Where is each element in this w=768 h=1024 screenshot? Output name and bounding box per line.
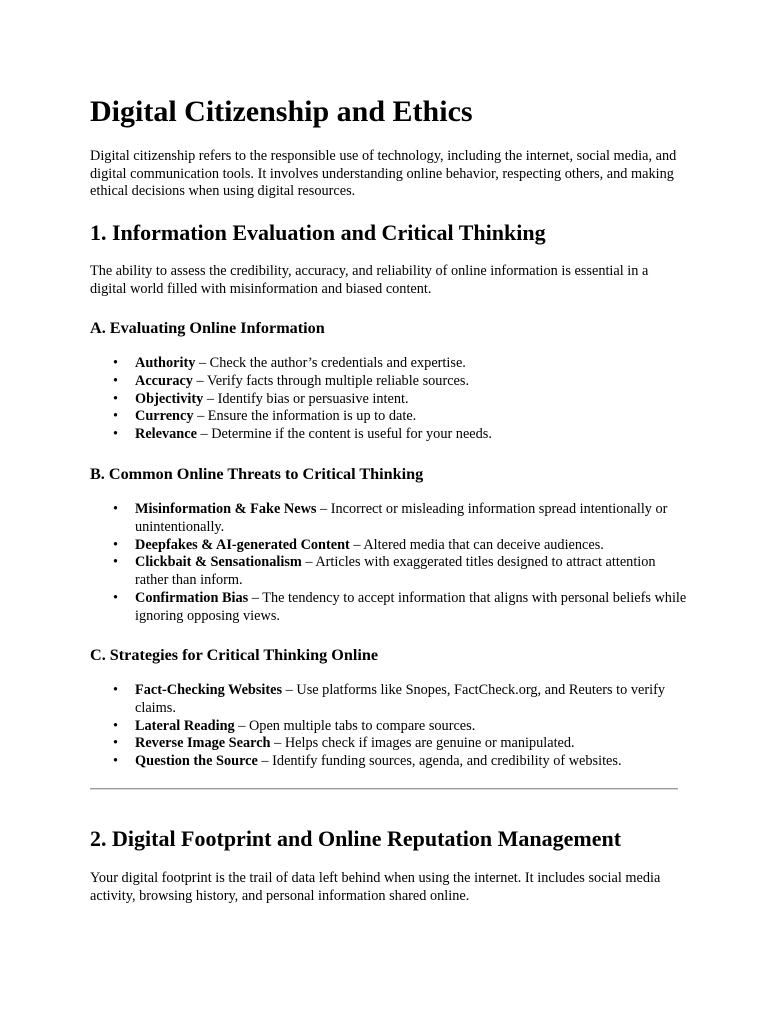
list-item-term: Relevance (135, 426, 197, 443)
section-divider (90, 788, 678, 790)
list-item-text: – Articles with exaggerated titles designed to attract attention rather than inform. (135, 554, 656, 589)
list-item-text: – Ensure the information is up to date. (193, 408, 417, 425)
list-item-term: Deepfakes & AI-generated Content (135, 536, 350, 553)
evaluation-criteria-list (90, 355, 690, 444)
list-item-term: Authority (135, 355, 196, 371)
list-item-term: Accuracy (135, 372, 193, 389)
list-item-text: – Identify bias or persuasive intent. (203, 390, 409, 407)
list-item-term: Currency (135, 408, 194, 425)
section-2-paragraph: Your digital footprint is the trail of data left behind when using the internet. It includes social media activity, browsing history, and personal information shared online. (90, 870, 661, 904)
list-item-text: – Verify facts through multiple reliable sources. (192, 372, 470, 389)
list-item-term: Misinformation & Fake News (135, 501, 317, 517)
list-item-text: – Check the author’s credentials and expertise. (195, 355, 466, 371)
list-item-text: – Open multiple tabs to compare sources. (234, 717, 476, 734)
list-item-term: Fact-Checking Websites (135, 682, 283, 698)
list-item-text: – Helps check if images are genuine or manipulated. (270, 735, 575, 752)
subsection-c-heading: C. Strategies for Critical Thinking Online (90, 646, 379, 664)
list-item-term: Clickbait & Sensationalism (135, 554, 302, 571)
list-item-text: – Altered media that can deceive audiences. (349, 536, 604, 553)
list-item-term: Objectivity (135, 390, 204, 407)
list-item (90, 537, 690, 555)
list-item-term: Lateral Reading (135, 717, 235, 734)
list-item-text: – Incorrect or misleading information spread intentionally or unintentionally. (135, 501, 668, 535)
section-1-heading: 1. Information Evaluation and Critical Thinking (90, 220, 546, 245)
list-item (90, 753, 690, 771)
list-item (90, 408, 690, 426)
list-item (90, 391, 690, 409)
list-item (90, 590, 690, 626)
list-item-term: Confirmation Bias (135, 589, 249, 606)
list-item (90, 735, 690, 753)
subsection-b-heading: B. Common Online Threats to Critical Thinking (90, 465, 424, 483)
list-item-term: Reverse Image Search (135, 735, 271, 752)
list-item (90, 718, 690, 736)
section-1-paragraph: The ability to assess the credibility, accuracy, and reliability of online information is essential in a digital world filled with misinformation and biased content. (90, 263, 649, 297)
list-item (90, 682, 690, 718)
section-2-heading: 2. Digital Footprint and Online Reputation Management (90, 826, 622, 851)
list-item-term: Question the Source (135, 753, 258, 770)
list-item (90, 501, 690, 537)
list-item (90, 373, 690, 391)
list-item-text: – Use platforms like Snopes, FactCheck.org, and Reuters to verify claims. (135, 682, 665, 716)
document-title: Digital Citizenship and Ethics (90, 95, 473, 128)
list-item-text: – Identify funding sources, agenda, and credibility of websites. (257, 753, 622, 770)
strategies-list (90, 682, 690, 771)
list-item (90, 355, 690, 373)
list-item (90, 554, 690, 590)
subsection-a-heading: A. Evaluating Online Information (90, 319, 325, 337)
list-item (90, 426, 690, 444)
online-threats-list (90, 501, 690, 626)
list-item-text: – The tendency to accept information that aligns with personal beliefs while ignoring opposing views. (135, 589, 687, 624)
list-item-text: – Determine if the content is useful for your needs. (196, 426, 492, 443)
intro-paragraph: Digital citizenship refers to the responsible use of technology, including the internet, social media, and digital communication tools. It involves understanding online behavior, respecting others, and making ethical decisions when using digital resources. (90, 148, 677, 200)
